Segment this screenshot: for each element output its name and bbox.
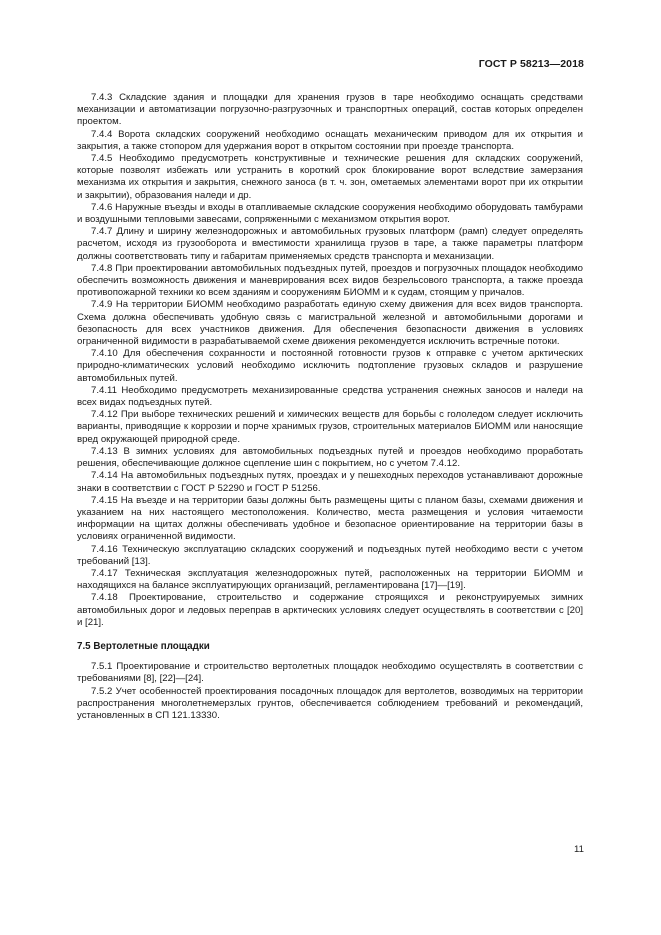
document-body: [77, 92, 583, 722]
paragraph-7-5-2: 7.5.2 Учет особенностей проектирования посадочных площадок для вертолетов, возводимых на территории распространения многолетнемерзлых грунтов, обеспечивается соблюдением требований и рекомендаций, установленных в СП 121.13330.: [77, 685, 583, 721]
section-title: 7.5 Вертолетные площадки: [77, 640, 210, 652]
paragraph-7-4-10: 7.4.10 Для обеспечения сохранности и постоянной готовности грузов к отправке с учетом арктических природно-климатических условий необходимо исключить подтопление грузовых складов и разрушение автомобильных путей.: [77, 348, 583, 384]
paragraph-7-4-12: 7.4.12 При выборе технических решений и химических веществ для борьбы с гололедом следует исключить варианты, приводящие к коррозии и порче хранимых грузов, строительных материалов БИОММ или наносящие вред окружающей природной среде.: [77, 409, 583, 445]
paragraph-7-4-4: 7.4.4 Ворота складских сооружений необходимо оснащать механическим приводом для их открытия и закрытия, а также стопором для удержания ворот в открытом состоянии при проезде транспорта.: [77, 128, 583, 152]
paragraph-7-4-13: 7.4.13 В зимних условиях для автомобильных подъездных путей и проездов необходимо проработать решения, обеспечивающие должное сцепление шин с покрытием, но с учетом 7.4.12.: [77, 445, 583, 470]
paragraph-7-4-16: 7.4.16 Техническую эксплуатацию складских сооружений и подъездных путей необходимо вести с учетом требований [13].: [77, 543, 583, 567]
paragraph-7-4-5: 7.4.5 Необходимо предусмотреть конструктивные и технические решения для складских сооружений, которые позволят избежать или устранить в короткий срок блокирование ворот вследствие замерзания механизма их открытия и закрытия, снежного заноса (в т. ч. зон, ометаемых элементами ворот при их открытии и закрытии), образования наледи и др.: [77, 153, 583, 201]
paragraph-7-4-3: 7.4.3 Складские здания и площадки для хранения грузов в таре необходимо оснащать средствами механизации и автоматизации погрузочно-разгрузочных и транспортных операций, состав которых определен проектом.: [77, 92, 583, 128]
paragraph-7-4-6: 7.4.6 Наружные въезды и входы в отапливаемые складские сооружения необходимо оборудовать тамбурами и воздушными тепловыми завесами, сопряженными с механизмом открытия ворот.: [77, 201, 583, 226]
paragraph-7-5-1: 7.5.1 Проектирование и строительство вертолетных площадок необходимо осуществлять в соответствии с требованиями [8], [22]—[24].: [77, 661, 583, 685]
paragraph-7-4-8: 7.4.8 При проектировании автомобильных подъездных путей, проездов и погрузочных площадок необходимо обеспечить возможность движения и маневрирования всех видов безрельсового транспорта, а также проезда противопожарной техники ко всем зданиям и сооружениям БИОММ и к судам, стоящим у причалов.: [77, 262, 583, 299]
paragraph-7-4-9: 7.4.9 На территории БИОММ необходимо разработать единую схему движения для всех видов транспорта. Схема должна обеспечивать удобную связь с магистральной железной и автомобильными дорогами и безопасность для всех участников движения. Для обеспечения безопасности движения в условиях ограниченной видимости в разрабатываемой схеме движения рекомендуется исключить встречные потоки.: [77, 299, 583, 348]
paragraph-7-4-14: 7.4.14 На автомобильных подъездных путях, проездах и у пешеходных переходов устанавливают дорожные знаки в соответствии с ГОСТ Р 52290 и ГОСТ Р 51256.: [77, 470, 583, 494]
paragraph-7-4-18: 7.4.18 Проектирование, строительство и содержание строящихся и реконструируемых зимних автомобильных дорог и ледовых переправ в арктических условиях следует осуществлять в соответствии с [20] и [21].: [77, 592, 583, 628]
paragraph-7-4-7: 7.4.7 Длину и ширину железнодорожных и автомобильных грузовых платформ (рамп) следует определять расчетом, исходя из грузооборота и вместимости хранилища грузов в таре, а также параметры платформ должны соответствовать типу и габаритам применяемых средств транспорта и механизации.: [77, 226, 583, 262]
standard-designation: ГОСТ Р 58213—2018: [478, 58, 584, 70]
paragraph-7-4-11: 7.4.11 Необходимо предусмотреть механизированные средства устранения снежных заносов и наледи на всех видах подъездных путей.: [77, 384, 583, 409]
paragraph-7-4-15: 7.4.15 На въезде и на территории базы должны быть размещены щиты с планом базы, схемами движения и указанием на них настоящего местоположения. Количество, места размещения и условия читаемости информации на щитах должны обеспечивать удобное и безопасное ориентирование на территории базы в условиях ограниченной видимости.: [77, 494, 583, 543]
page-number: 11: [574, 844, 584, 855]
paragraph-7-4-17: 7.4.17 Техническая эксплуатация железнодорожных путей, расположенных на территории БИОММ и находящихся на балансе эксплуатирующих организаций, регламентирована [17]—[19].: [77, 567, 583, 592]
